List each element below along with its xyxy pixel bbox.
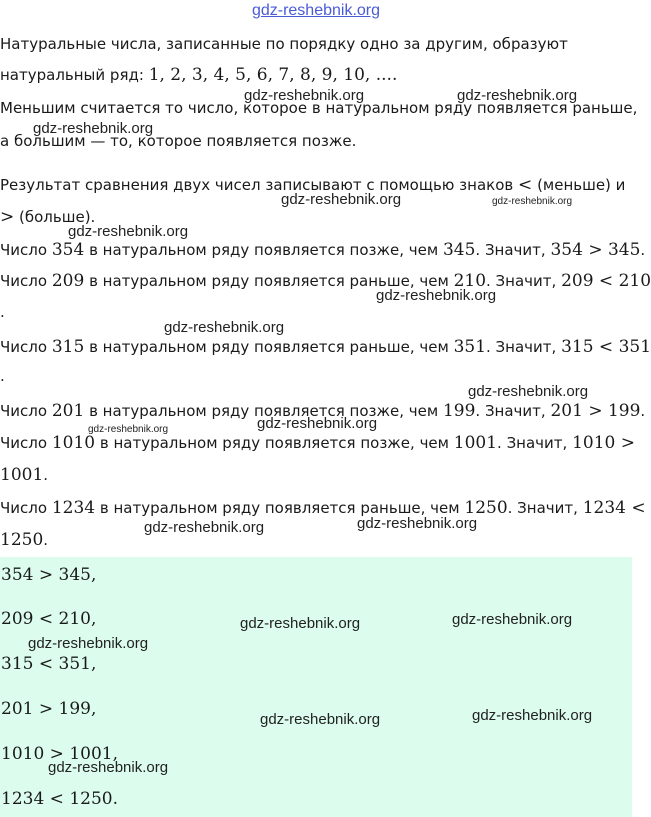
watermark: gdz-reshebnik.org [281,191,402,208]
watermark: gdz-reshebnik.org [472,707,593,724]
example-6: Число 1234 в натуральном ряду появляется раньше, чем 1250. Значит, 1234 < [0,498,646,518]
watermark: gdz-reshebnik.org [260,711,381,728]
example-4: Число 201 в натуральном ряду появляется позже, чем 199. Значит, 201 > 199. [0,401,646,421]
example-3-tail: . [0,367,5,385]
example-2: Число 209 в натуральном ряду появляется раньше, чем 210. Значит, 209 < 210 [0,271,651,291]
watermark: gdz-reshebnik.org [33,120,154,137]
example-6-tail: 1250. [0,530,49,550]
example-3: Число 315 в натуральном ряду появляется раньше, чем 351. Значит, 315 < 351 [0,337,651,357]
watermark: gdz-reshebnik.org [28,635,149,652]
answer-line-6: 1234 < 1250. [1,789,118,809]
watermark: gdz-reshebnik.org [244,87,365,104]
watermark: gdz-reshebnik.org [257,415,378,432]
example-5-tail: 1001. [0,465,49,485]
example-1: Число 354 в натуральном ряду появляется позже, чем 345. Значит, 354 > 345. [0,240,646,260]
intro-line-1: Натуральные числа, записанные по порядку одно за другим, образуют [0,35,568,53]
watermark: gdz-reshebnik.org [68,223,189,240]
watermark: gdz-reshebnik.org [144,519,265,536]
intro-line-4: а большим — то, которое появляется позже. [0,132,357,150]
watermark: gdz-reshebnik.org [492,196,573,207]
intro-line-3: Меньшим считается то число, которое в натуральном ряду появляется раньше, [0,99,638,117]
answer-line-3: 315 < 351, [1,654,97,674]
compare-line-2: > (больше). [0,207,96,227]
natural-series: 1, 2, 3, 4, 5, 6, 7, 8, 9, 10, .... [148,65,398,85]
watermark: gdz-reshebnik.org [48,759,169,776]
answer-line-4: 201 > 199, [1,699,97,719]
watermark: gdz-reshebnik.org [457,87,578,104]
compare-line-1: Результат сравнения двух чисел записывают с помощью знаков < (меньше) и [0,175,626,195]
intro-line-2: натуральный ряд: 1, 2, 3, 4, 5, 6, 7, 8, 9, 10, .... [0,65,398,85]
example-5: Число 1010 в натуральном ряду появляется позже, чем 1001. Значит, 1010 > [0,433,636,453]
example-2-tail: . [0,303,5,321]
watermark: gdz-reshebnik.org [468,383,589,400]
answer-box [0,557,632,817]
answer-line-5: 1010 > 1001, [1,744,118,764]
watermark: gdz-reshebnik.org [452,611,573,628]
site-header-link[interactable]: gdz-reshebnik.org [251,2,381,19]
watermark: gdz-reshebnik.org [357,515,478,532]
answer-line-1: 354 > 345, [1,565,97,585]
watermark: gdz-reshebnik.org [88,424,169,435]
watermark: gdz-reshebnik.org [240,615,361,632]
watermark: gdz-reshebnik.org [164,319,285,336]
watermark: gdz-reshebnik.org [376,287,497,304]
answer-line-2: 209 < 210, [1,609,97,629]
